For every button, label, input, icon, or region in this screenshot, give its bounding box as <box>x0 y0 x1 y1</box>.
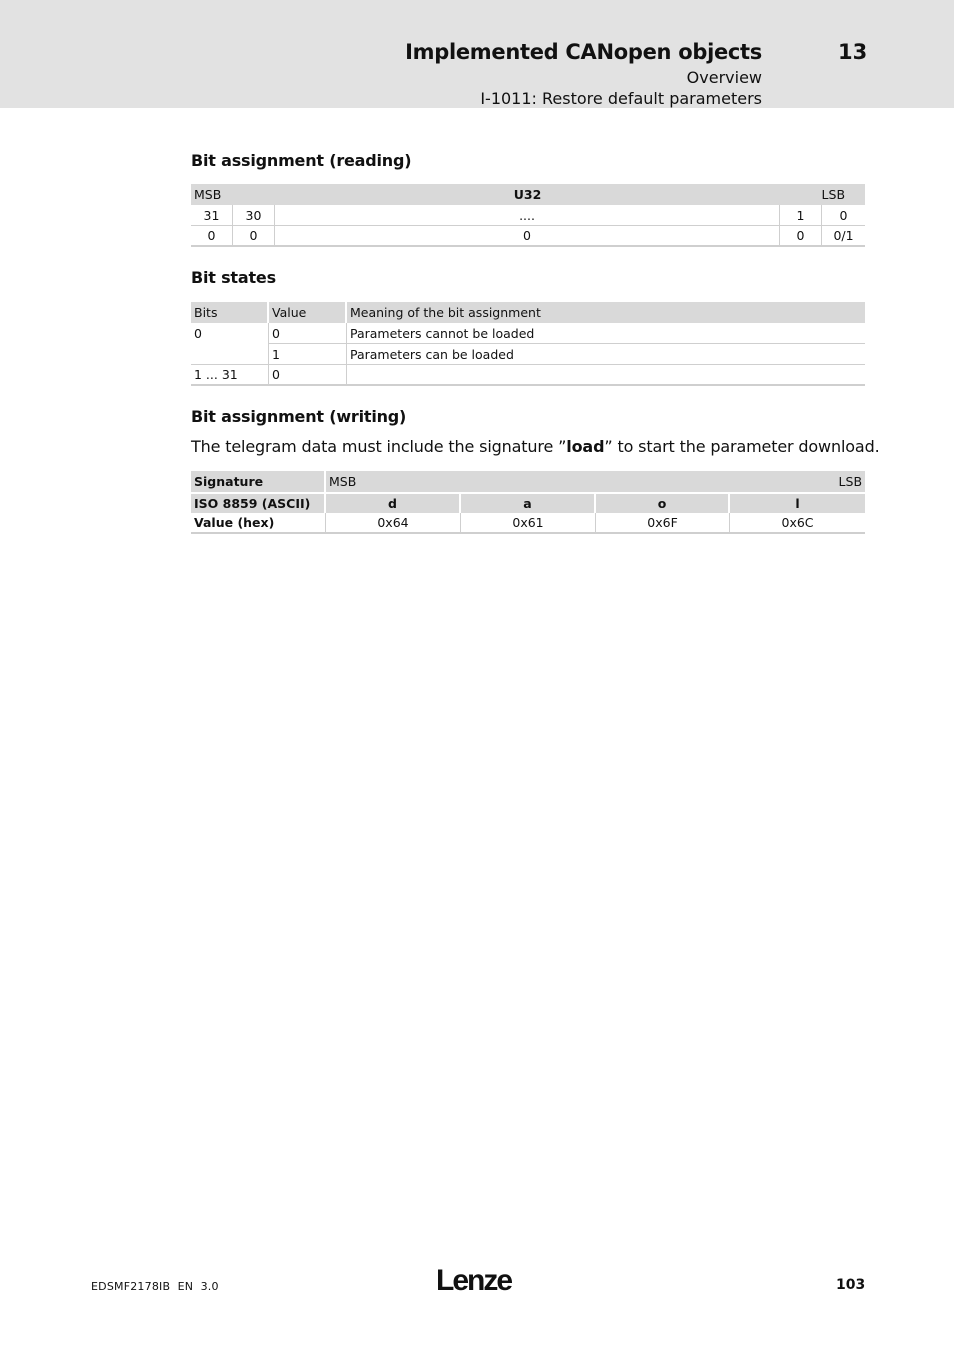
object-subtitle: I-1011: Restore default parameters <box>480 89 762 108</box>
table-bit-states <box>191 302 865 386</box>
table-cell: 0 <box>191 226 233 247</box>
table-cell: l <box>730 492 865 513</box>
table-cell: 0 <box>822 205 865 226</box>
table-cell: 1 ... 31 <box>191 365 269 386</box>
lsb-label: LSB <box>821 187 846 202</box>
lenze-logo <box>436 1263 516 1299</box>
lsb-label: LSB <box>838 474 863 489</box>
table-header-row <box>191 471 865 492</box>
svg-text:Lenze: Lenze <box>436 1264 512 1295</box>
heading-bit-assignment-reading: Bit assignment (reading) <box>191 151 412 170</box>
table-cell <box>191 344 269 365</box>
table-cell: 0 <box>780 226 822 247</box>
table-bit-assignment-reading <box>191 184 865 247</box>
table-cell: 31 <box>191 205 233 226</box>
table-header-row <box>191 184 865 205</box>
table-row <box>191 226 865 247</box>
table-row <box>191 323 865 344</box>
table-cell: 1 <box>269 344 347 365</box>
ascii-label: ISO 8859 (ASCII) <box>191 492 326 513</box>
table-cell: 0 <box>275 226 780 247</box>
table-cell: 0x64 <box>326 513 461 534</box>
table-cell: a <box>461 492 596 513</box>
document-id: EDSMF2178IB EN 3.0 <box>91 1280 219 1293</box>
lenze-logo-mark <box>436 1263 516 1295</box>
table-cell: 0 <box>269 365 347 386</box>
table-cell: 0 <box>269 323 347 344</box>
hex-label: Value (hex) <box>191 513 326 534</box>
column-header-meaning: Meaning of the bit assignment <box>350 305 541 320</box>
chapter-title: Implemented CANopen objects <box>405 40 762 64</box>
table-cell: 30 <box>233 205 275 226</box>
column-header-bits: Bits <box>191 302 269 323</box>
table-cell: 0x6C <box>730 513 865 534</box>
table-cell: 0x61 <box>461 513 596 534</box>
table-header-row <box>191 302 865 323</box>
table-row <box>191 205 865 226</box>
column-header-value: Value <box>269 302 347 323</box>
table-cell: 1 <box>780 205 822 226</box>
table-cell: Parameters can be loaded <box>347 344 865 365</box>
signature-label: Signature <box>191 471 326 492</box>
table-cell: d <box>326 492 461 513</box>
table-cell <box>347 365 865 386</box>
paragraph-text: The telegram data must include the signature ” <box>191 437 567 456</box>
table-row <box>191 365 865 386</box>
signature-paragraph <box>191 437 880 456</box>
data-type-label: U32 <box>513 187 542 202</box>
table-cell: 0x6F <box>596 513 730 534</box>
section-subtitle: Overview <box>686 68 762 87</box>
chapter-number: 13 <box>838 40 868 64</box>
table-cell: o <box>596 492 730 513</box>
table-cell: 0 <box>233 226 275 247</box>
table-row-hex <box>191 513 865 534</box>
msb-label: MSB <box>194 187 222 202</box>
page-number: 103 <box>836 1277 866 1293</box>
table-bit-assignment-writing <box>191 471 865 534</box>
table-cell: Parameters cannot be loaded <box>347 323 865 344</box>
paragraph-text: ” to start the parameter download. <box>604 437 880 456</box>
table-cell: .... <box>275 205 780 226</box>
table-cell: 0/1 <box>822 226 865 247</box>
msb-label: MSB <box>329 474 357 489</box>
table-row <box>191 344 865 365</box>
signature-keyword: load <box>566 437 605 456</box>
table-cell: 0 <box>191 323 269 344</box>
heading-bit-states: Bit states <box>191 268 276 287</box>
heading-bit-assignment-writing: Bit assignment (writing) <box>191 407 407 426</box>
table-row-ascii <box>191 492 865 513</box>
